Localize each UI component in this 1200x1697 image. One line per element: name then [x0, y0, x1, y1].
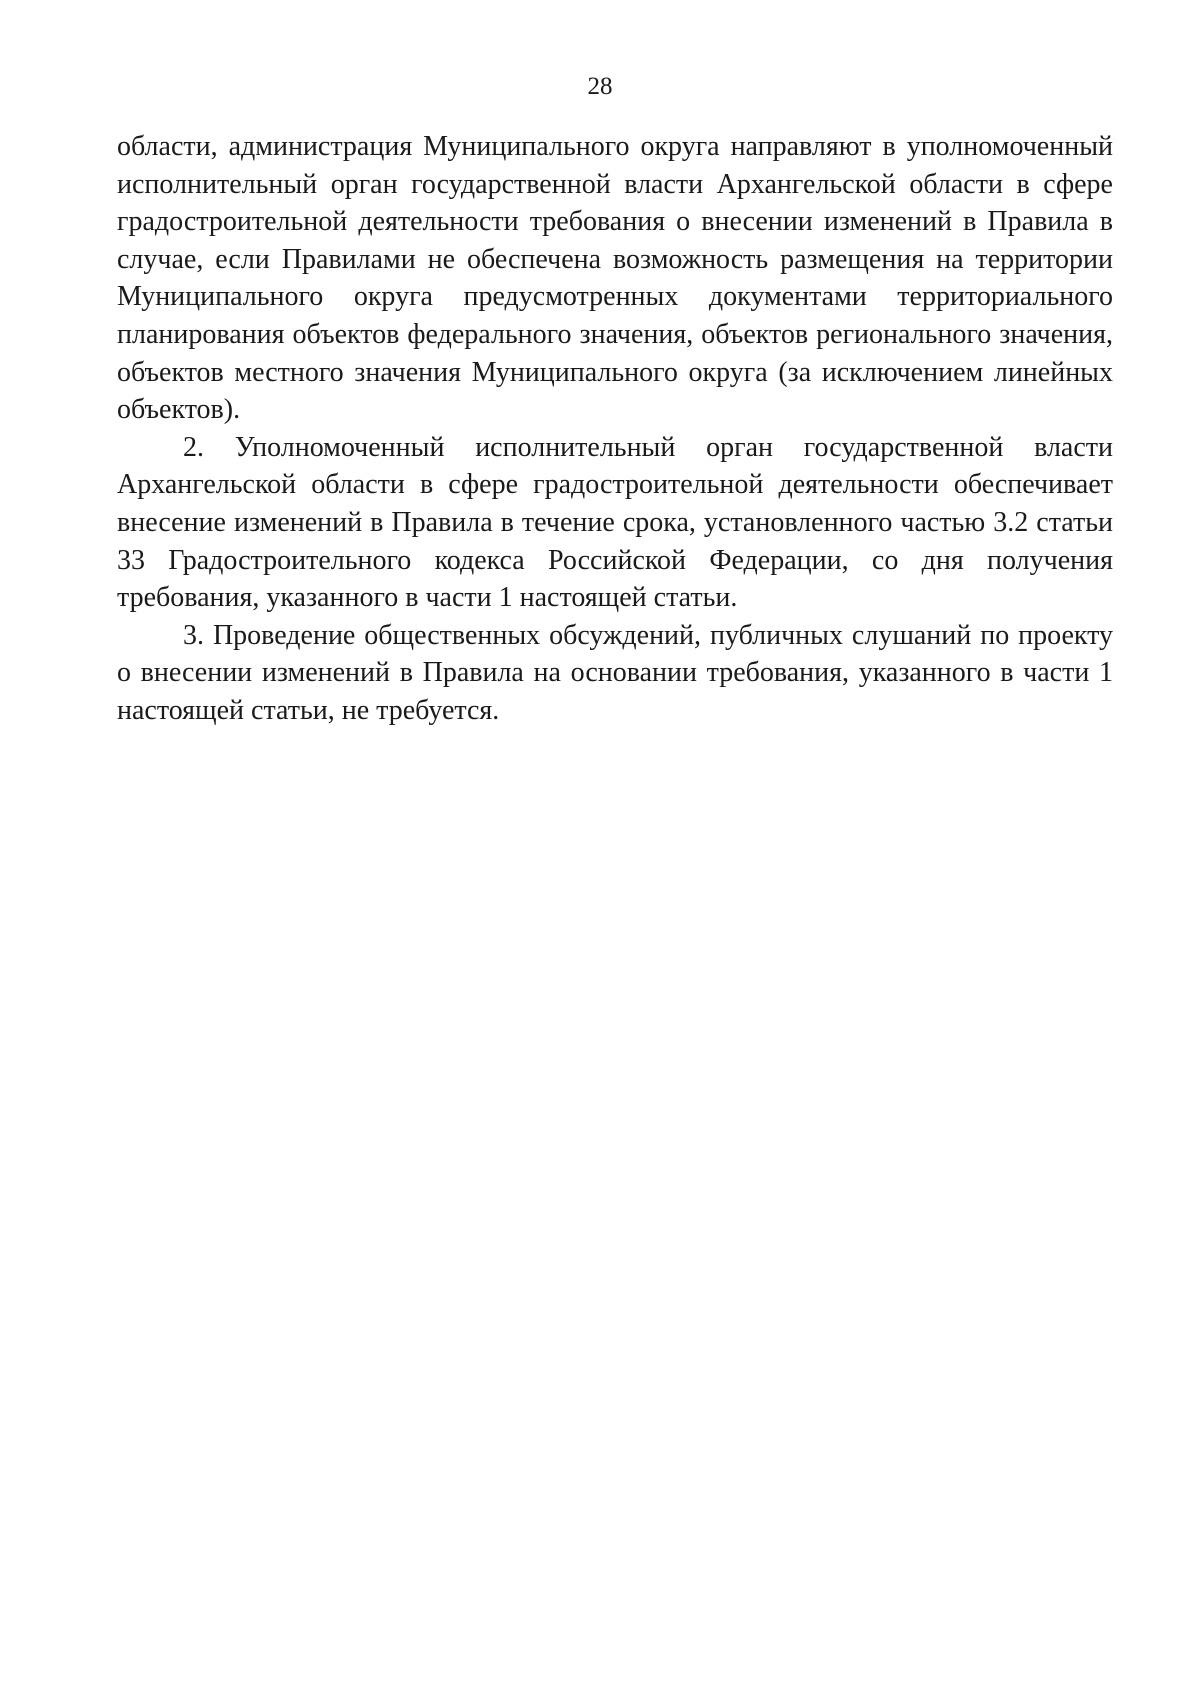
document-body	[117, 128, 1113, 730]
paragraph-continuation: области, администрация Муниципального округа направляют в уполномоченный исполнительный орган государственной власти Архангельской области в сфере градостроительной деятельности требования о внесении изменений в Правила в случае, если Правилами не обеспечена возможность размещения на территории Муниципального округа предусмотренных документами территориального планирования объектов федерального значения, объектов регионального значения, объектов местного значения Муниципального округа (за исключением линейных объектов).	[117, 131, 1113, 426]
page-number: 28	[587, 73, 613, 100]
paragraph-item-2: 2. Уполномоченный исполнительный орган государственной власти Архангельской области в сфере градостроительной деятельности обеспечивает внесение изменений в Правила в течение срока, установленного частью 3.2 статьи 33 Градостроительного кодекса Российской Федерации, со дня получения требования, указанного в части 1 настоящей статьи.	[117, 431, 1113, 614]
paragraph-item-3: 3. Проведение общественных обсуждений, публичных слушаний по проекту о внесении изменений в Правила на основании требования, указанного в части 1 настоящей статьи, не требуется.	[117, 619, 1113, 726]
